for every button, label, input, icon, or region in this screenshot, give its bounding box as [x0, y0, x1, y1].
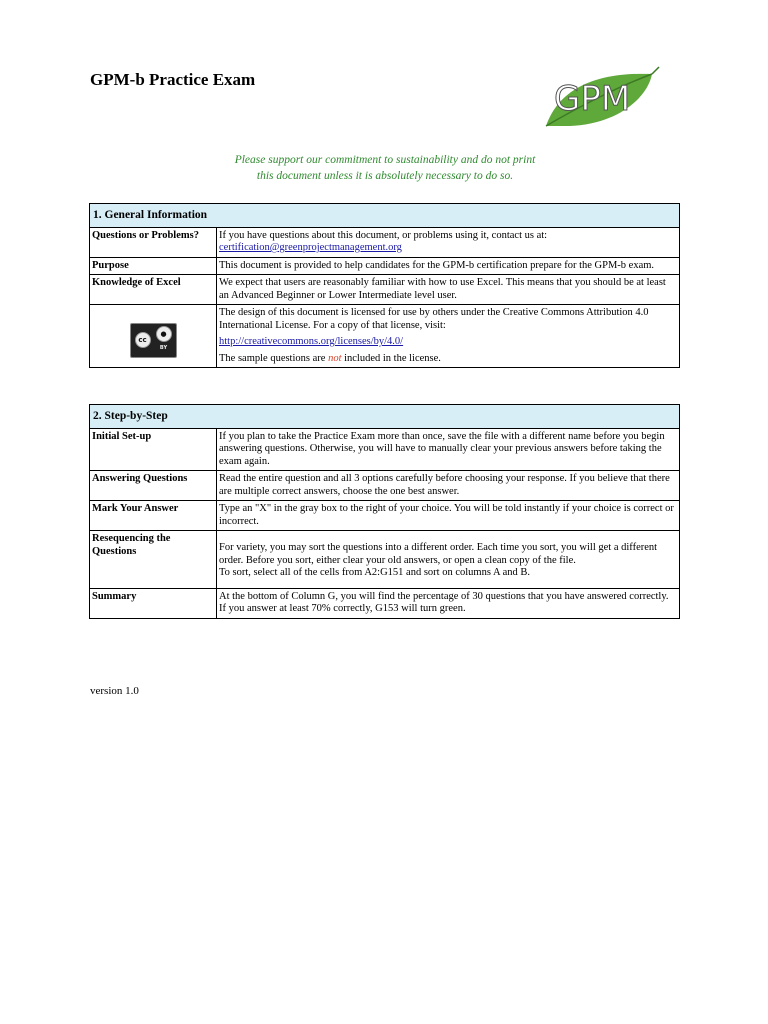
notice-line-1: Please support our commitment to sustainability and do not print [234, 154, 536, 166]
cc-icon: cc [135, 332, 151, 348]
sample-note-before: The sample questions are [219, 352, 329, 364]
logo-text: GPM [554, 79, 631, 119]
license-sample-note [219, 353, 677, 366]
by-label: BY [159, 345, 168, 351]
row-value-resequencing [217, 531, 680, 589]
sample-note-not: not [328, 352, 342, 364]
step-by-step-table [89, 404, 680, 619]
row-value-excel: We expect that users are reasonably familiar with how to use Excel. This means that you should be at least an Advanced Beginner or Lower Intermediate level user. [217, 275, 680, 305]
row-label-purpose: Purpose [90, 257, 217, 275]
general-information-table [89, 203, 680, 368]
attribution-person-icon: ● [156, 326, 172, 342]
table-row [90, 501, 680, 531]
section-header-step-by-step: 2. Step-by-Step [90, 405, 680, 429]
row-label-summary: Summary [90, 588, 217, 618]
table-row [90, 257, 680, 275]
resequencing-sort-text: To sort, select all of the cells from A2:G151 and sort on columns A and B. [219, 567, 531, 578]
row-value-questions [217, 227, 680, 257]
table-row [90, 227, 680, 257]
table-row [90, 531, 680, 589]
license-text: The design of this document is licensed for use by others under the Creative Commons Attribution 4.0 International License. For a copy of that license, visit: [219, 307, 649, 331]
license-badge-cell [90, 305, 217, 368]
document-title: GPM-b Practice Exam [90, 70, 256, 89]
sustainability-notice [90, 152, 680, 184]
license-url-link[interactable]: http://creativecommons.org/licenses/by/4.0/ [219, 336, 404, 347]
row-label-questions: Questions or Problems? [90, 227, 217, 257]
table-row [90, 275, 680, 305]
questions-text: If you have questions about this document, or problems using it, contact us at: [219, 229, 548, 241]
version-label: version 1.0 [90, 685, 139, 697]
notice-line-2: this document unless it is absolutely necessary to do so. [256, 170, 514, 182]
row-value-purpose: This document is provided to help candidates for the GPM-b certification prepare for the GPM-b exam. [217, 257, 680, 275]
row-label-initial-setup: Initial Set-up [90, 428, 217, 471]
resequencing-text: For variety, you may sort the questions into a different order. Each time you sort, you will get a different order. Before you sort, either clear your old answers, or open a clean copy of the file. [219, 542, 658, 566]
row-label-mark-answer: Mark Your Answer [90, 501, 217, 531]
row-label-answering: Answering Questions [90, 471, 217, 501]
table-row [90, 305, 680, 368]
gpm-leaf-logo-icon [540, 66, 660, 130]
row-value-summary: At the bottom of Column G, you will find the percentage of 30 questions that you have answered correctly. If you answer at least 70% correctly, G153 will turn green. [217, 588, 680, 618]
table-row [90, 471, 680, 501]
table-row [90, 428, 680, 471]
section-header-general: 1. General Information [90, 204, 680, 228]
sample-note-after: included in the license. [341, 352, 441, 364]
row-value-mark-answer: Type an "X" in the gray box to the right of your choice. You will be told instantly if your choice is correct or incorrect. [217, 501, 680, 531]
table-row [90, 588, 680, 618]
contact-email-link[interactable]: certification@greenprojectmanagement.org [219, 242, 402, 253]
creative-commons-badge [130, 323, 177, 358]
row-label-excel: Knowledge of Excel [90, 275, 217, 305]
row-value-initial-setup: If you plan to take the Practice Exam more than once, save the file with a different name before you begin answering questions. Otherwise, you will have to manually clear your previous answers before taking the exam again. [217, 428, 680, 471]
row-label-resequencing: Resequencing the Questions [90, 531, 217, 589]
row-value-answering: Read the entire question and all 3 options carefully before choosing your response. If you believe that there are multiple correct answers, choose the one best answer. [217, 471, 680, 501]
row-value-license [217, 305, 680, 368]
